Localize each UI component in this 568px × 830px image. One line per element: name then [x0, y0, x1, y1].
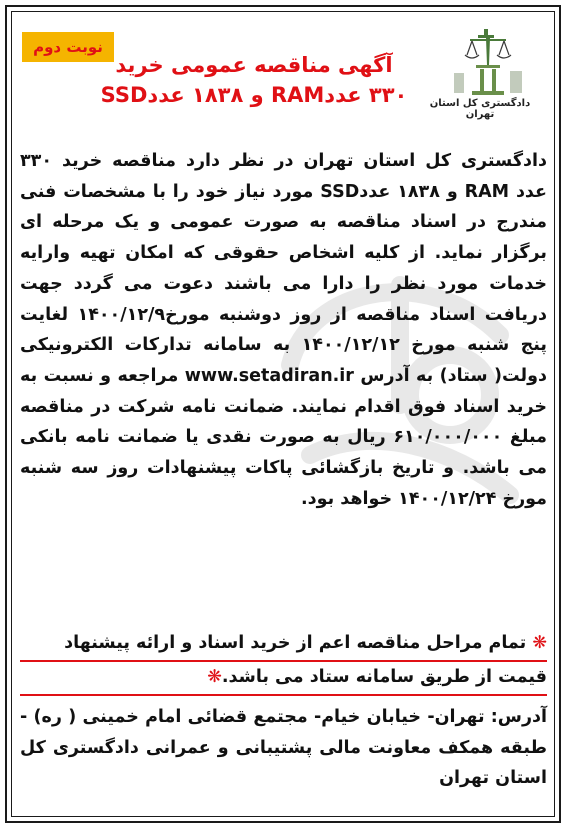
judiciary-emblem-icon	[440, 25, 536, 105]
title-line-2: ۳۳۰ عددRAM و ۱۸۳۸ عددSSD	[100, 83, 408, 107]
asterisk-mark-end-icon: ❋	[207, 667, 222, 687]
announcement-title	[95, 52, 413, 108]
online-notice	[20, 628, 547, 696]
address-block: آدرس: تهران- خیابان خیام- مجتمع قضائی امام خمینی ( ره) - طبقه همکف معاونت مالی پشتیبانی و عمرانی دادگستری کل استان تهران	[20, 707, 547, 789]
publication-round-badge: نوبت دوم	[22, 32, 114, 62]
title-line-1: آگهی مناقصه عمومی خرید	[115, 53, 393, 77]
notice-line-2-text: قیمت از طریق سامانه ستاد می باشد.	[221, 667, 547, 687]
asterisk-mark-icon: ❋	[532, 633, 547, 653]
announcement-body: دادگستری کل استان تهران در نظر دارد مناقصه خرید ۳۳۰ عدد RAM و ۱۸۳۸ عددSSD مورد نیاز خود را با مشخصات فنی مندرج در اسناد مناقصه به صورت عمومی و یک مرحله ای برگزار نماید. از کلیه اشخاص حقوقی که امکان تهیه وارایه خدمات مورد نظر را دارا می باشند دعوت می گردد جهت دریافت اسناد مناقصه از روز دوشنبه مورخ۱۴۰۰/۱۲/۹ لغایت پنج شنبه مورخ ۱۴۰۰/۱۲/۱۲ به سامانه تدارکات الکترونیکی دولت( ستاد) به آدرس www.setadiran.ir مراجعه و نسبت به خرید اسناد فوق اقدام نمایند. ضمانت نامه شرکت در مناقصه مبلغ ۶۱۰/۰۰۰/۰۰۰ ریال به صورت نقدی یا ضمانت نامه بانکی می باشد. و تاریخ بازگشائی پاکات پیشنهادات روز سه شنبه مورخ ۱۴۰۰/۱۲/۲۴ خواهد بود.	[20, 151, 547, 509]
notice-line-1	[20, 628, 547, 662]
logo-caption: دادگستری کل استان تهران	[429, 98, 531, 120]
notice-line-1-text: تمام مراحل مناقصه اعم از خرید اسناد و ارائه پیشنهاد	[64, 633, 527, 653]
notice-line-2	[20, 662, 547, 696]
